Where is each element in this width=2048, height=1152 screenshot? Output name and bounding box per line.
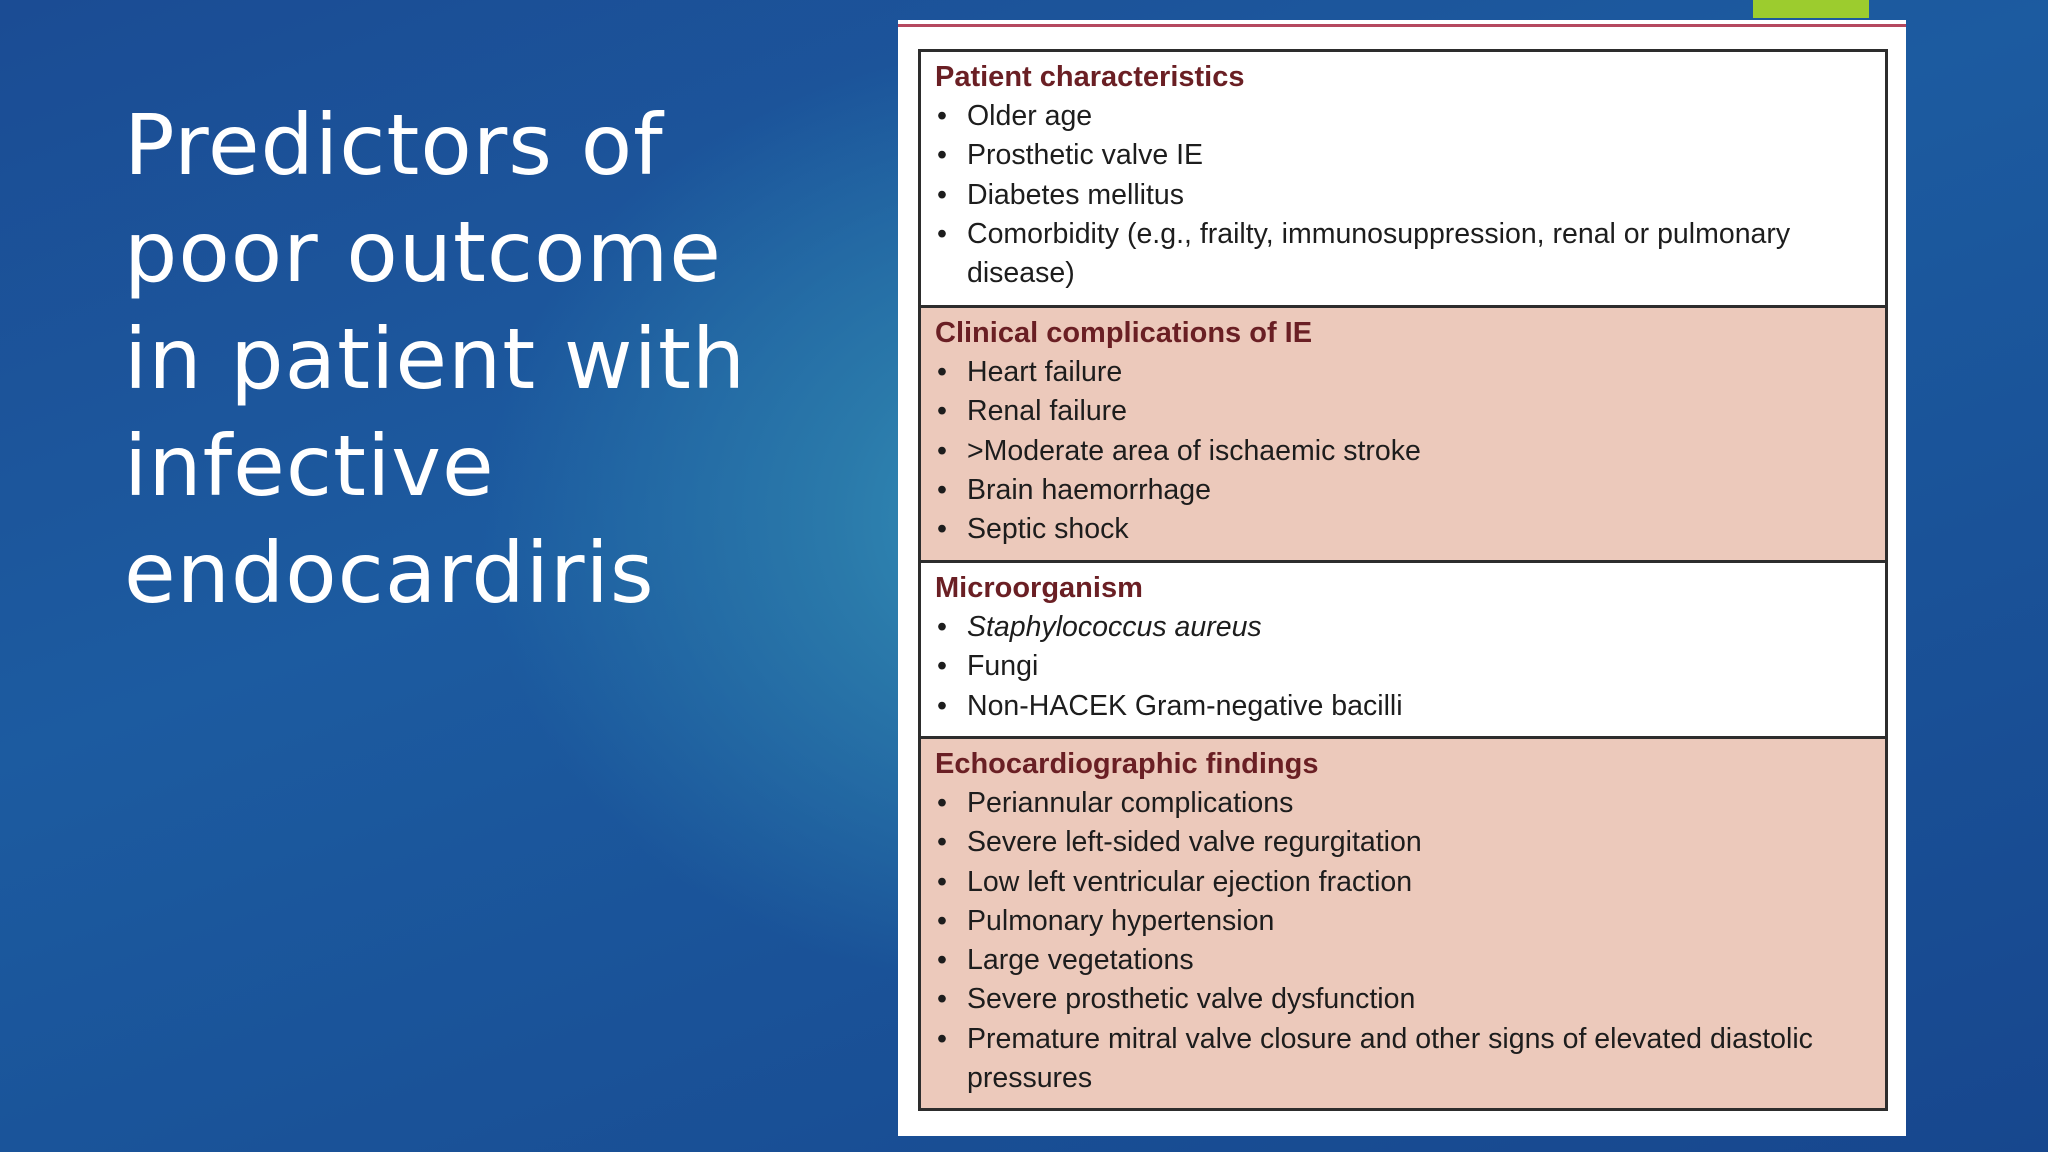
section-patient-characteristics: [921, 52, 1885, 308]
list-item: • Large vegetations: [935, 941, 1873, 980]
bullet: •: [937, 787, 947, 819]
list-item: • Older age: [935, 97, 1873, 136]
list-item: • Staphylococcus aureus: [935, 608, 1873, 647]
predictors-table: [918, 49, 1888, 1111]
list-item: • Diabetes mellitus: [935, 176, 1873, 215]
bullet: •: [937, 1022, 947, 1055]
accent-bar: [1753, 0, 1869, 18]
list-item: • Low left ventricular ejection fraction: [935, 863, 1873, 902]
list-item: • Pulmonary hypertension: [935, 902, 1873, 941]
top-rule: [898, 24, 1906, 27]
bullet: •: [937, 944, 947, 977]
bullet: •: [937, 611, 947, 643]
bullet: •: [937, 139, 947, 172]
slide-title: Predictors of poor outcome in patient with infective endocardiris: [124, 96, 747, 622]
bullet: •: [937, 689, 947, 722]
list-item: • >Moderate area of ischaemic stroke: [935, 432, 1873, 471]
list-item: • Severe prosthetic valve dysfunction: [935, 980, 1873, 1019]
section-heading: Echocardiographic findings: [935, 748, 1319, 780]
bullet: •: [937, 826, 947, 859]
list-item: • Non-HACEK Gram-negative bacilli: [935, 687, 1873, 726]
list-item: • Septic shock: [935, 510, 1873, 549]
list-item: • Periannular complications: [935, 784, 1873, 823]
predictors-table-image: [898, 20, 1906, 1136]
section-echocardiographic-findings: [921, 739, 1885, 1108]
list-item: • Renal failure: [935, 392, 1873, 431]
bullet: •: [937, 100, 947, 132]
bullet: •: [937, 395, 947, 428]
bullet: •: [937, 904, 947, 937]
section-microorganism: [921, 563, 1885, 739]
list-item: • Comorbidity (e.g., frailty, immunosuppression, renal or pulmonary disease): [935, 215, 1873, 294]
list-item: • Premature mitral valve closure and other signs of elevated diastolic pressures: [935, 1020, 1873, 1099]
section-clinical-complications: [921, 308, 1885, 563]
list-item: • Brain haemorrhage: [935, 471, 1873, 510]
list-item: • Heart failure: [935, 353, 1873, 392]
list-item: • Prosthetic valve IE: [935, 136, 1873, 175]
bullet: •: [937, 217, 947, 250]
bullet: •: [937, 650, 947, 683]
bullet: •: [937, 513, 947, 546]
bullet: •: [937, 983, 947, 1016]
section-heading: Clinical complications of IE: [935, 317, 1313, 349]
bullet: •: [937, 865, 947, 898]
list-item: • Severe left-sided valve regurgitation: [935, 823, 1873, 862]
bullet: •: [937, 356, 947, 388]
list-item: • Fungi: [935, 647, 1873, 686]
bullet: •: [937, 434, 947, 467]
section-heading: Patient characteristics: [935, 61, 1245, 93]
bullet: •: [937, 178, 947, 211]
section-heading: Microorganism: [935, 572, 1143, 604]
bullet: •: [937, 473, 947, 506]
